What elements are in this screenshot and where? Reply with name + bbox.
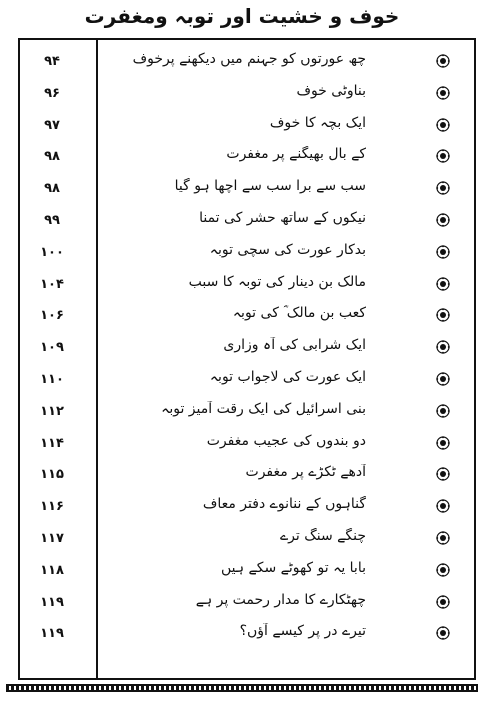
page-number: ۹۸ (44, 149, 60, 165)
page-number: ۱۰۶ (40, 308, 64, 324)
entry-title: بناوٹی خوف (296, 82, 366, 99)
toc-entry[interactable] (20, 523, 474, 555)
toc-entry[interactable] (20, 459, 474, 491)
page-number: ۱۱۵ (40, 467, 64, 483)
bottom-decorative-rule (6, 684, 478, 692)
toc-entry[interactable] (20, 141, 474, 173)
page-title: خوف و خشیت اور توبہ ومغفرت (84, 4, 400, 28)
page-number: ۹۶ (44, 85, 60, 101)
entry-title: آدھے ٹکڑے پر مغفرت (245, 464, 366, 481)
toc-entry[interactable] (20, 78, 474, 110)
flower-bullet-icon (436, 54, 450, 68)
flower-bullet-icon (436, 563, 450, 577)
flower-bullet-icon (436, 86, 450, 100)
entry-title: سب سے برا سب سے اچھا ہو گیا (174, 178, 366, 195)
page-number: ۱۰۰ (40, 244, 64, 260)
page-number: ۱۱۹ (40, 594, 64, 610)
page-number: ۱۱۷ (40, 530, 64, 546)
flower-bullet-icon (436, 245, 450, 259)
flower-bullet-icon (436, 372, 450, 386)
flower-bullet-icon (436, 595, 450, 609)
entry-title: ایک شرابی کی آہ وزاری (223, 337, 366, 354)
page-number: ۹۴ (44, 54, 60, 69)
entry-title: چھٹکارے کا مدار رحمت پر ہے (195, 591, 366, 608)
flower-bullet-icon (436, 626, 450, 640)
page-number: ۱۱۰ (40, 371, 64, 387)
entry-title: دو بندوں کی عجیب مغفرت (206, 432, 366, 449)
flower-bullet-icon (436, 308, 450, 322)
entry-title: تیرے در پر کیسے آؤں؟ (239, 623, 366, 640)
page-number: ۱۱۴ (40, 435, 64, 451)
entry-title: نیکوں کے ساتھ حشر کی تمنا (199, 209, 366, 226)
toc-entry[interactable] (20, 269, 474, 301)
entry-title: ایک عورت کی لاجواب توبہ (209, 368, 366, 385)
entry-title: مالک بن دینار کی توبہ کا سبب (188, 273, 366, 290)
page-number: ۹۹ (44, 212, 60, 228)
entry-title: کے بال بھیگنے پر مغفرت (226, 146, 366, 163)
entry-title: چنگے سنگ ترے (279, 527, 366, 544)
entry-title: بدکار عورت کی سچی توبہ (209, 241, 366, 258)
flower-bullet-icon (436, 499, 450, 513)
page-number: ۱۱۶ (40, 499, 64, 515)
page-number: ۹۷ (44, 117, 60, 133)
toc-entry[interactable] (20, 205, 474, 237)
toc-entry[interactable] (20, 237, 474, 269)
toc-entry[interactable] (20, 332, 474, 364)
toc-entry[interactable] (20, 396, 474, 428)
flower-bullet-icon (436, 531, 450, 545)
flower-bullet-icon (436, 118, 450, 132)
flower-bullet-icon (436, 149, 450, 163)
page-number: ۱۱۲ (40, 403, 64, 419)
page-number: ۱۰۴ (40, 276, 64, 292)
page-number: ۱۰۹ (40, 340, 64, 356)
toc-entry[interactable] (20, 46, 474, 78)
entry-title: ایک بچہ کا خوف (269, 114, 366, 131)
entry-title: بابا یہ تو کھوٹے سکے ہیں (220, 559, 366, 576)
toc-entry[interactable] (20, 618, 474, 650)
flower-bullet-icon (436, 181, 450, 195)
toc-rows (20, 46, 474, 650)
toc-entry[interactable] (20, 364, 474, 396)
toc-entry[interactable] (20, 110, 474, 142)
toc-entry[interactable] (20, 587, 474, 619)
page-number: ۹۸ (44, 181, 60, 197)
table-of-contents (18, 38, 476, 680)
flower-bullet-icon (436, 340, 450, 354)
toc-entry[interactable] (20, 173, 474, 205)
toc-entry[interactable] (20, 491, 474, 523)
flower-bullet-icon (436, 213, 450, 227)
entry-title: کعب بن مالک ؓ کی توبہ (232, 305, 366, 322)
flower-bullet-icon (436, 404, 450, 418)
flower-bullet-icon (436, 467, 450, 481)
toc-entry[interactable] (20, 300, 474, 332)
toc-entry[interactable] (20, 555, 474, 587)
toc-entry[interactable] (20, 428, 474, 460)
entry-title: بنی اسرائیل کی ایک رقت آمیز توبہ (161, 400, 366, 417)
entry-title: چھ عورتوں کو جہنم میں دیکھنے پرخوف (132, 51, 366, 67)
flower-bullet-icon (436, 277, 450, 291)
page-number: ۱۱۹ (40, 626, 64, 642)
flower-bullet-icon (436, 436, 450, 450)
entry-title: گناہوں کے ننانوے دفتر معاف (202, 496, 366, 513)
page-number: ۱۱۸ (40, 562, 64, 578)
